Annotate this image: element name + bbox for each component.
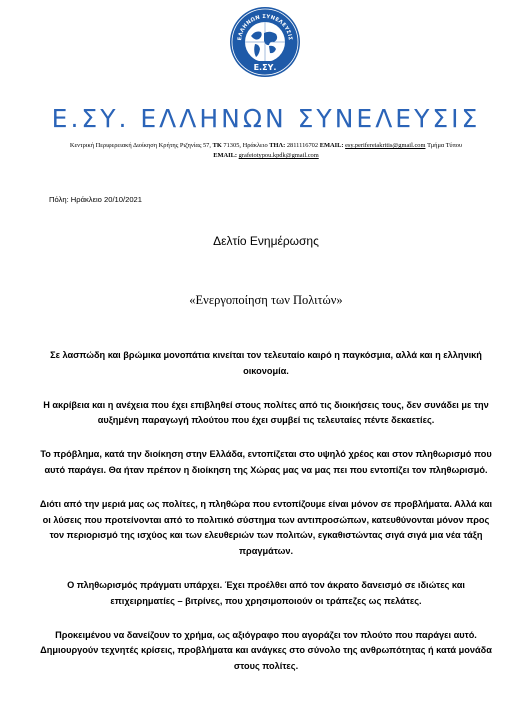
contact-info [20,141,512,161]
paragraph: Διότι από την μεριά μας ως πολίτες, η πληθώρα που εντοπίζουμε είναι μόνον σε προβλήματα. Αλλά και οι λύσεις που προτείνονται από το πολιτικό σύστημα των αντιπροσώπων, κατευθύνονται μόνον προς τον περιορισμό της ισχύος και των ελευθεριών των πολιτών, εγκαθιστώντας σιγά σιγά μια νέα τάξη πραγμάτων. [39,499,493,556]
organization-title: Ε.ΣΥ. ΕΛΛΗΝΩΝ ΣΥΝΕΛΕΥΣΙΣ [51,104,481,133]
paragraph: Το πρόβλημα, κατά την διοίκηση στην Ελλάδα, εντοπίζεται στο υψηλό χρέος και στον πληθωρισμό που αυτό παράγει. Θα ήταν πρέπον η διοίκηση της Χώρας μας να μας πει που εντοπίζει τον πληθωρισμό. [40,449,492,475]
globe-seal-icon [229,6,301,78]
phone-label: ΤΗΛ: [269,142,286,149]
press-email-link[interactable]: grafeiotypou.kpdk@gmail.com [238,152,319,159]
paragraph: Προκειμένου να δανείζουν το χρήμα, ως αξιόγραφο που αγοράζει τον πλούτο που παράγει αυτό. Δημιουργούν τεχνητές κρίσεις, προβλήματα και ανάγκες στο σύνολο της ανθρωπότητας ή κατά μονάδα στους πολίτες. [40,629,492,671]
address-text: Κεντρική Περιφερειακή Διοίκηση Κρήτης Ριζηνίας 57, [69,142,211,149]
place-date: Πόλη: Ηράκλειο 20/10/2021 [49,195,143,204]
document-title: Δελτίο Ενημέρωσης [213,234,319,248]
organization-logo [229,6,301,78]
paragraph: Σε λασπώδη και βρώμικα μονοπάτια κινείται τον τελευταίο καιρό η παγκόσμια, αλλά και η ελληνική οικονομία. [50,350,482,376]
paragraph: Ο πληθωρισμός πράγματι υπάρχει. Έχει προέλθει από τον άκρατο δανεισμό σε ιδιώτες και επιχειρηματίες – βιτρίνες, που χρησιμοποιούν οι τράπεζες ως πελάτες. [67,579,465,606]
svg-text:Ε.ΣΥ.: Ε.ΣΥ. [253,63,277,72]
press-email-label: EMAIL: [213,152,238,159]
press-department: Τμήμα Τύπου [427,142,463,149]
email-label: EMAIL: [319,142,344,149]
document-subtitle: «Ενεργοποίηση των Πολιτών» [189,293,343,307]
phone-value: 2811116702 [286,142,319,149]
paragraph: Η ακρίβεια και η ανέχεια που έχει επιβληθεί στους πολίτες από τις διοικήσεις τους, δεν συνάδει με την αυξημένη παραγωγή πλούτου που έχει συμβεί τις τελευταίες πέντε δεκαετίες. [43,399,489,426]
postal-code-value: 71305, Ηράκλειο [223,142,268,149]
postal-code-label: ΤΚ [212,142,222,149]
email-link[interactable]: esy.perifereiakritis@gmail.com [345,142,426,149]
svg-text:ΕΛΛΗΝΩΝ ΣΥΝΕΛΕΥΣΙΣ: ΕΛΛΗΝΩΝ ΣΥΝΕΛΕΥΣΙΣ [237,13,293,41]
document-body [36,348,496,693]
